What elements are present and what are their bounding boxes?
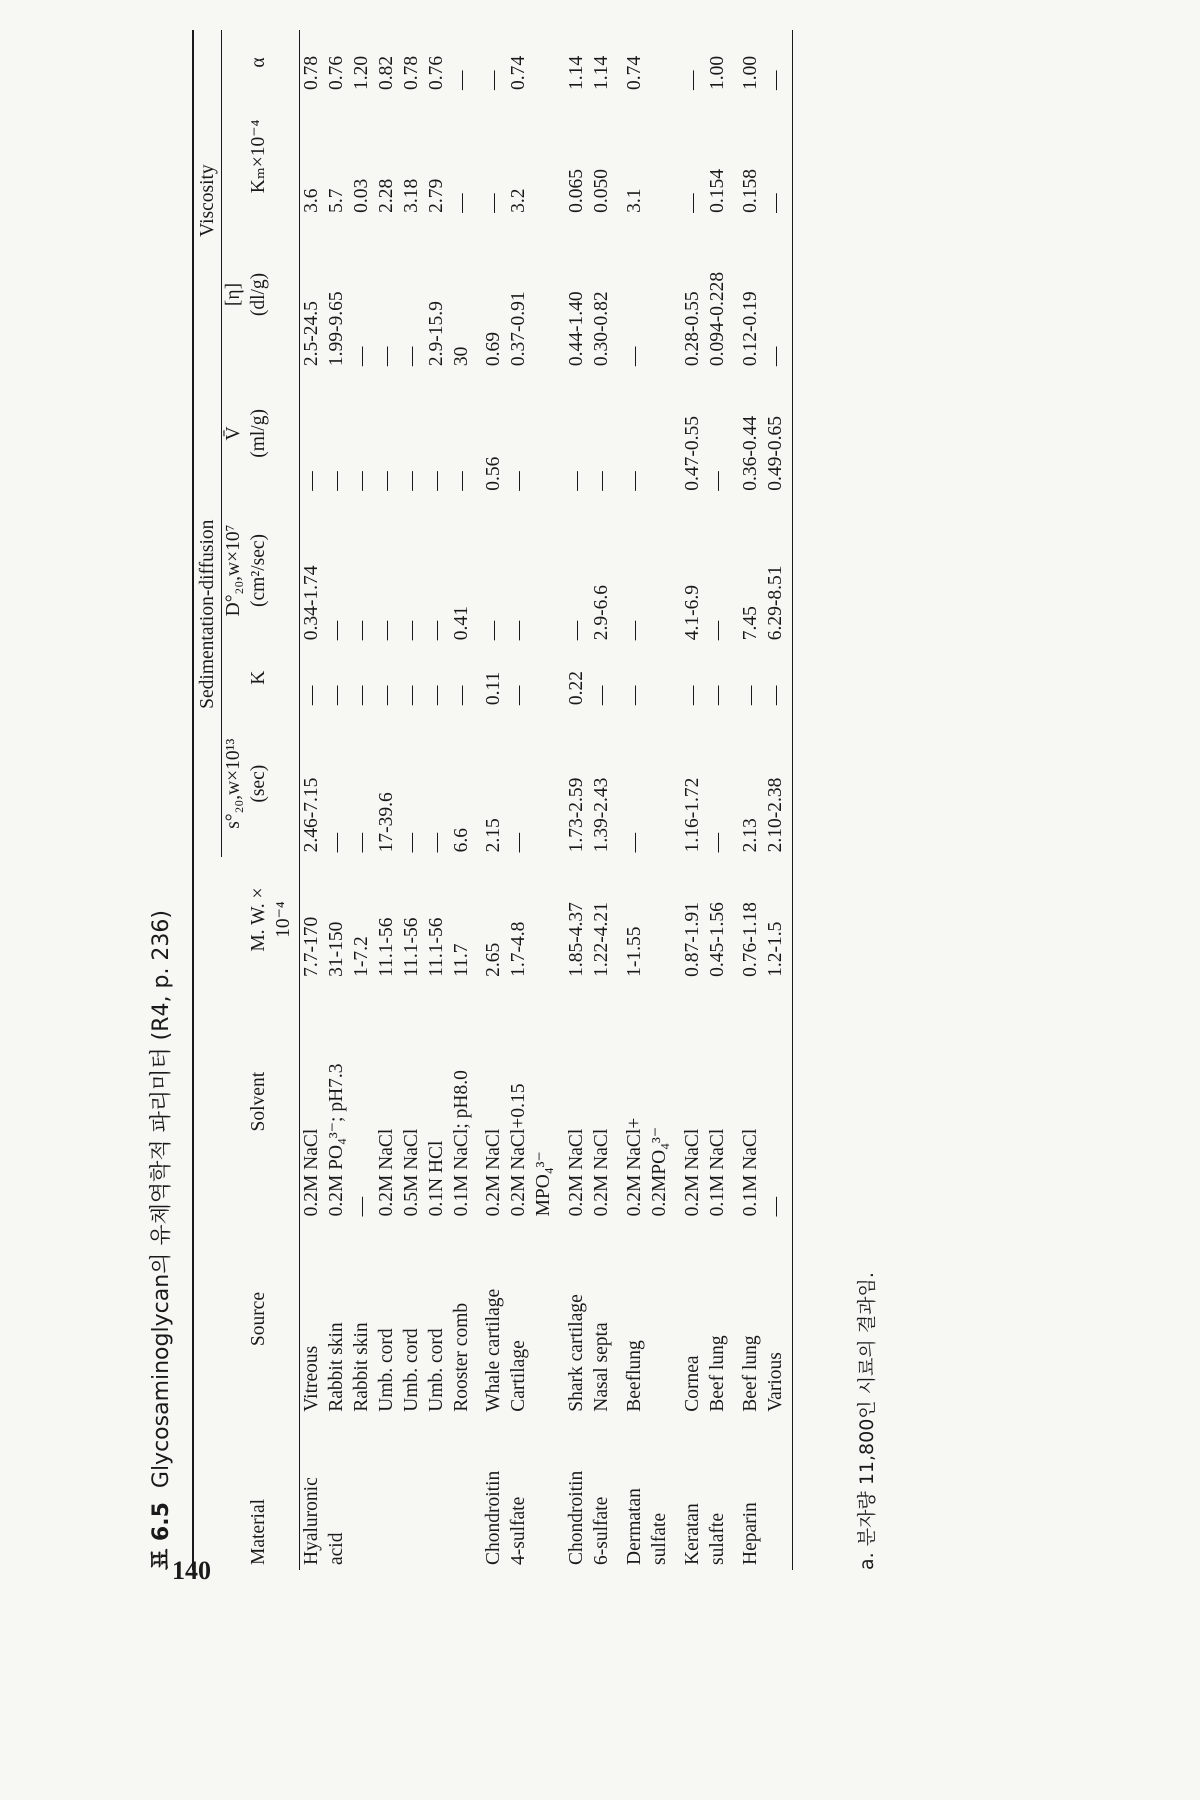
source-cell: Shark cartilage bbox=[566, 1294, 588, 1412]
eta-cell: 0.12-0.19 bbox=[740, 291, 762, 367]
material-cell: Chondroitin bbox=[566, 1470, 588, 1565]
v-cell: — bbox=[450, 471, 472, 491]
s-cell: — bbox=[707, 832, 729, 853]
s-cell: — bbox=[508, 832, 530, 853]
km-cell: 0.158 bbox=[740, 169, 762, 213]
source-cell: Rabbit skin bbox=[325, 1322, 347, 1412]
table-row bbox=[425, 30, 450, 1570]
s-cell: 6.6 bbox=[450, 827, 472, 853]
d-cell: — bbox=[425, 620, 447, 641]
eta-cell: 2.5-24.5 bbox=[300, 301, 322, 367]
material-cell bbox=[375, 1417, 400, 1570]
eta-cell: 1.99-9.65 bbox=[325, 291, 347, 367]
alpha-cell: — bbox=[483, 70, 505, 90]
mw-cell: 0.87-1.91 bbox=[682, 902, 704, 977]
k-label: K bbox=[247, 645, 299, 710]
k-cell: — bbox=[624, 685, 646, 706]
alpha-cell: — bbox=[682, 70, 704, 90]
material-cell bbox=[425, 1417, 450, 1570]
s-cell: — bbox=[325, 832, 347, 853]
mw-cell: 11.1-56 bbox=[425, 917, 447, 977]
km-cell: 3.1 bbox=[624, 188, 646, 213]
solvent-cell: 0.2M NaCl+0.15 MPO₄³⁻ bbox=[508, 1083, 555, 1217]
mw-label: M. W. × 10⁻⁴ bbox=[247, 857, 299, 982]
material-header bbox=[193, 1417, 221, 1570]
material-cell: acid bbox=[325, 1532, 347, 1565]
alpha-cell: — bbox=[450, 70, 472, 90]
v-cell: — bbox=[300, 471, 322, 491]
eta-cell: — bbox=[624, 346, 646, 367]
v-cell: — bbox=[350, 471, 372, 491]
source-cell: Umb. cord bbox=[425, 1328, 447, 1412]
v-cell: — bbox=[591, 471, 613, 491]
km-label: Kₘ×10⁻⁴ bbox=[247, 95, 299, 218]
source-cell: Umb. cord bbox=[375, 1328, 397, 1412]
eta-cell: — bbox=[764, 218, 792, 371]
km-cell: 3.2 bbox=[508, 188, 530, 213]
eta-cell: 2.9-15.9 bbox=[425, 301, 447, 367]
alpha-cell: 0.74 bbox=[624, 55, 646, 90]
mw-cell: 0.45-1.56 bbox=[707, 902, 729, 977]
table-row bbox=[450, 30, 475, 1570]
alpha-cell: 0.82 bbox=[375, 55, 397, 90]
source-label: Source bbox=[247, 1221, 299, 1416]
solvent-cell: — bbox=[764, 982, 792, 1222]
alpha-cell: 0.74 bbox=[508, 55, 530, 90]
solvent-cell: 0.2M PO₄³⁻; pH7.3 bbox=[325, 1063, 347, 1217]
k-cell: — bbox=[400, 685, 422, 706]
solvent-cell: — bbox=[350, 1196, 372, 1217]
material-cell: 6-sulfate bbox=[591, 1496, 613, 1565]
material-cell: Dermatan sulfate bbox=[624, 1488, 671, 1565]
s-coefficient-header: s°₂₀,w×10¹³ bbox=[222, 738, 244, 829]
mw-cell: 1.2-1.5 bbox=[764, 857, 792, 982]
table-row bbox=[350, 30, 375, 1570]
alpha-cell: 0.78 bbox=[300, 55, 322, 90]
v-cell: 0.36-0.44 bbox=[740, 415, 762, 491]
material-label: Material bbox=[247, 1417, 299, 1570]
k-cell: — bbox=[325, 685, 347, 706]
material-cell bbox=[450, 1417, 475, 1570]
km-cell: 5.7 bbox=[325, 188, 347, 213]
material-cell bbox=[400, 1417, 425, 1570]
d-cell: 4.1-6.9 bbox=[682, 585, 704, 641]
v-cell: 0.47-0.55 bbox=[682, 415, 704, 491]
eta-cell: 0.28-0.55 bbox=[682, 291, 704, 367]
eta-cell: 0.69 bbox=[483, 332, 505, 367]
d-cell: — bbox=[483, 620, 505, 641]
mw-cell: 11.1-56 bbox=[375, 917, 397, 977]
d-cell: — bbox=[325, 620, 347, 641]
km-cell: 0.03 bbox=[350, 178, 372, 213]
d-cell: 0.41 bbox=[450, 606, 472, 641]
material-cell: 4-sulfate bbox=[508, 1496, 530, 1565]
material-cell: Keratan bbox=[682, 1503, 704, 1565]
table-row bbox=[400, 30, 425, 1570]
eta-cell: 0.37-0.91 bbox=[508, 291, 530, 367]
k-cell: — bbox=[508, 685, 530, 706]
k-cell: — bbox=[425, 685, 447, 706]
s-cell: 1.16-1.72 bbox=[682, 777, 704, 853]
table-body bbox=[299, 30, 792, 1570]
d-unit-label: (cm²/sec) bbox=[247, 496, 299, 646]
d-cell: 0.34-1.74 bbox=[300, 565, 322, 641]
alpha-cell: 0.76 bbox=[325, 55, 347, 90]
solvent-cell: 0.2M NaCl bbox=[591, 1128, 613, 1217]
mw-cell: 7.7-170 bbox=[300, 916, 322, 977]
source-cell: Cornea bbox=[682, 1355, 704, 1412]
solvent-cell: 0.2M NaCl bbox=[300, 1128, 322, 1217]
mw-header bbox=[193, 857, 221, 982]
solvent-label: Solvent bbox=[247, 982, 299, 1222]
eta-cell: — bbox=[375, 346, 397, 367]
k-cell: — bbox=[300, 685, 322, 706]
source-header bbox=[193, 1221, 221, 1416]
table-row bbox=[507, 30, 557, 1570]
source-cell: Beef lung bbox=[740, 1335, 762, 1412]
solvent-cell: 0.5M NaCl bbox=[400, 1128, 422, 1217]
v-cell: — bbox=[508, 471, 530, 491]
table-label: 표 6.5 bbox=[149, 1502, 174, 1570]
km-cell: 2.28 bbox=[375, 178, 397, 213]
mw-cell: 11.1-56 bbox=[400, 917, 422, 977]
d-cell: — bbox=[350, 620, 372, 641]
table-footnote: a. 분자량 11,800인 시료의 결과임. bbox=[856, 1272, 878, 1570]
material-cell: Chondroitin bbox=[483, 1470, 505, 1565]
d-cell: 6.29-8.51 bbox=[764, 496, 792, 646]
alpha-cell: 1.14 bbox=[566, 55, 588, 90]
s-cell: 2.46-7.15 bbox=[300, 777, 322, 853]
table-row bbox=[673, 30, 706, 1570]
v-cell: — bbox=[624, 471, 646, 491]
solvent-cell: 0.2M NaCl bbox=[483, 1128, 505, 1217]
alpha-cell: 1.20 bbox=[350, 55, 372, 90]
solvent-cell: 0.1N HCl bbox=[425, 1140, 447, 1217]
solvent-cell: 0.1M NaCl bbox=[707, 1128, 729, 1217]
alpha-cell: 1.00 bbox=[740, 55, 762, 90]
solvent-cell: 0.1M NaCl bbox=[740, 1128, 762, 1217]
alpha-cell: 1.00 bbox=[707, 55, 729, 90]
v-cell: — bbox=[400, 471, 422, 491]
rotated-table-region bbox=[140, 10, 900, 1610]
v-cell: — bbox=[375, 471, 397, 491]
solvent-cell: 0.2M NaCl+ 0.2MPO₄³⁻ bbox=[624, 1117, 671, 1217]
partial-specific-volume-header: V̄ bbox=[222, 426, 244, 441]
k-cell: — bbox=[740, 685, 762, 706]
table-title: Glycosaminoglycan의 유체역학적 파리미터 (R4, p. 236) bbox=[149, 909, 174, 1489]
eta-cell: — bbox=[350, 346, 372, 367]
solvent-header bbox=[193, 982, 221, 1222]
alpha-cell: 1.14 bbox=[591, 55, 613, 90]
source-cell: Vitreous bbox=[300, 1345, 322, 1412]
source-cell: Rooster comb bbox=[450, 1302, 472, 1412]
mw-cell: 1-7.2 bbox=[350, 936, 372, 977]
s-cell: — bbox=[350, 832, 372, 853]
d-cell: 2.9-6.6 bbox=[591, 585, 613, 641]
mw-cell: 1.7-4.8 bbox=[508, 921, 530, 977]
mw-cell: 11.7 bbox=[450, 943, 472, 977]
km-cell: — bbox=[764, 95, 792, 218]
km-cell: 0.050 bbox=[591, 169, 613, 213]
diffusion-coefficient-header: D°₂₀,w×10⁷ bbox=[222, 524, 244, 617]
eta-unit-label: (dl/g) bbox=[247, 218, 299, 371]
hydrodynamic-parameter-table bbox=[192, 30, 793, 1570]
v-cell: 0.49-0.65 bbox=[764, 371, 792, 496]
v-cell: — bbox=[425, 471, 447, 491]
d-cell: — bbox=[707, 620, 729, 641]
d-cell: — bbox=[624, 620, 646, 641]
table-row bbox=[706, 30, 731, 1570]
eta-cell: 0.44-1.40 bbox=[566, 291, 588, 367]
table-row bbox=[325, 30, 350, 1570]
source-cell: Various bbox=[764, 1221, 792, 1416]
solvent-cell: 0.2M NaCl bbox=[566, 1128, 588, 1217]
km-cell: — bbox=[682, 193, 704, 213]
d-cell: 7.45 bbox=[740, 606, 762, 641]
k-cell: — bbox=[591, 685, 613, 706]
k-cell: 0.22 bbox=[566, 670, 588, 706]
d-cell: — bbox=[566, 620, 588, 641]
eta-cell: 0.30-0.82 bbox=[591, 291, 613, 367]
table-row bbox=[764, 30, 792, 1570]
source-cell: Beef lung bbox=[707, 1335, 729, 1412]
d-cell: — bbox=[400, 620, 422, 641]
k-cell: — bbox=[375, 685, 397, 706]
v-cell: — bbox=[325, 471, 347, 491]
s-cell: 2.13 bbox=[740, 818, 762, 853]
s-cell: — bbox=[624, 832, 646, 853]
sedimentation-group-header: Sedimentation-diffusion bbox=[193, 371, 221, 857]
v-cell: — bbox=[707, 471, 729, 491]
intrinsic-viscosity-header: [η] bbox=[222, 282, 244, 307]
mw-cell: 1-1.55 bbox=[624, 926, 646, 977]
solvent-cell: 0.1M NaCl; pH8.0 bbox=[450, 1070, 472, 1217]
source-cell: Whale cartilage bbox=[483, 1288, 505, 1412]
s-cell: — bbox=[400, 832, 422, 853]
alpha-cell: 0.78 bbox=[400, 55, 422, 90]
k-cell: — bbox=[707, 685, 729, 706]
v-unit-label: (ml/g) bbox=[247, 371, 299, 496]
k-cell: — bbox=[450, 685, 472, 706]
mw-cell: 0.76-1.18 bbox=[740, 902, 762, 977]
source-cell: Beeflung bbox=[624, 1340, 646, 1412]
k-cell: — bbox=[682, 685, 704, 706]
km-cell: 0.065 bbox=[566, 169, 588, 213]
v-cell: 0.56 bbox=[483, 456, 505, 491]
material-cell bbox=[350, 1417, 375, 1570]
km-cell: — bbox=[450, 193, 472, 213]
s-cell: 1.39-2.43 bbox=[591, 777, 613, 853]
table-row bbox=[299, 30, 324, 1570]
viscosity-group-header: Viscosity bbox=[193, 30, 221, 371]
eta-cell: 30 bbox=[450, 346, 472, 367]
mw-cell: 1.85-4.37 bbox=[566, 902, 588, 977]
mw-cell: 31-150 bbox=[325, 921, 347, 977]
km-cell: 3.6 bbox=[300, 188, 322, 213]
s-cell: 2.10-2.38 bbox=[764, 710, 792, 857]
km-cell: 0.154 bbox=[707, 169, 729, 213]
km-cell: 3.18 bbox=[400, 178, 422, 213]
d-cell: — bbox=[375, 620, 397, 641]
source-cell: Rabbit skin bbox=[350, 1322, 372, 1412]
k-cell: — bbox=[764, 645, 792, 710]
d-cell: — bbox=[508, 620, 530, 641]
material-cell: Hyaluronic bbox=[300, 1477, 322, 1565]
k-cell: — bbox=[350, 685, 372, 706]
table-row bbox=[474, 30, 507, 1570]
km-cell: — bbox=[483, 193, 505, 213]
s-unit-label: (sec) bbox=[247, 710, 299, 857]
source-cell: Cartilage bbox=[508, 1340, 530, 1412]
alpha-label: α bbox=[247, 30, 299, 95]
alpha-cell: — bbox=[764, 30, 792, 95]
source-cell: Umb. cord bbox=[400, 1328, 422, 1412]
page-number: 140 bbox=[172, 1556, 211, 1585]
material-cell: sulafte bbox=[707, 1513, 729, 1565]
km-cell: 2.79 bbox=[425, 178, 447, 213]
table-row bbox=[731, 30, 764, 1570]
s-cell: — bbox=[425, 832, 447, 853]
s-cell: 17-39.6 bbox=[375, 792, 397, 853]
mw-cell: 2.65 bbox=[483, 942, 505, 977]
table-caption bbox=[144, 910, 175, 1570]
material-cell: Heparin bbox=[740, 1502, 762, 1565]
k-cell: 0.11 bbox=[483, 671, 505, 706]
eta-cell: — bbox=[400, 346, 422, 367]
table-row bbox=[590, 30, 615, 1570]
solvent-cell: 0.2M NaCl bbox=[682, 1128, 704, 1217]
alpha-cell: 0.76 bbox=[425, 55, 447, 90]
eta-cell: 0.094-0.228 bbox=[707, 271, 729, 367]
v-cell: — bbox=[566, 471, 588, 491]
source-cell: Nasal septa bbox=[591, 1322, 613, 1412]
table-row bbox=[375, 30, 400, 1570]
table-row bbox=[615, 30, 673, 1570]
mw-cell: 1.22-4.21 bbox=[591, 902, 613, 977]
s-cell: 2.15 bbox=[483, 818, 505, 853]
material-cell bbox=[764, 1417, 792, 1570]
s-cell: 1.73-2.59 bbox=[566, 777, 588, 853]
table-row bbox=[557, 30, 590, 1570]
solvent-cell: 0.2M NaCl bbox=[375, 1128, 397, 1217]
